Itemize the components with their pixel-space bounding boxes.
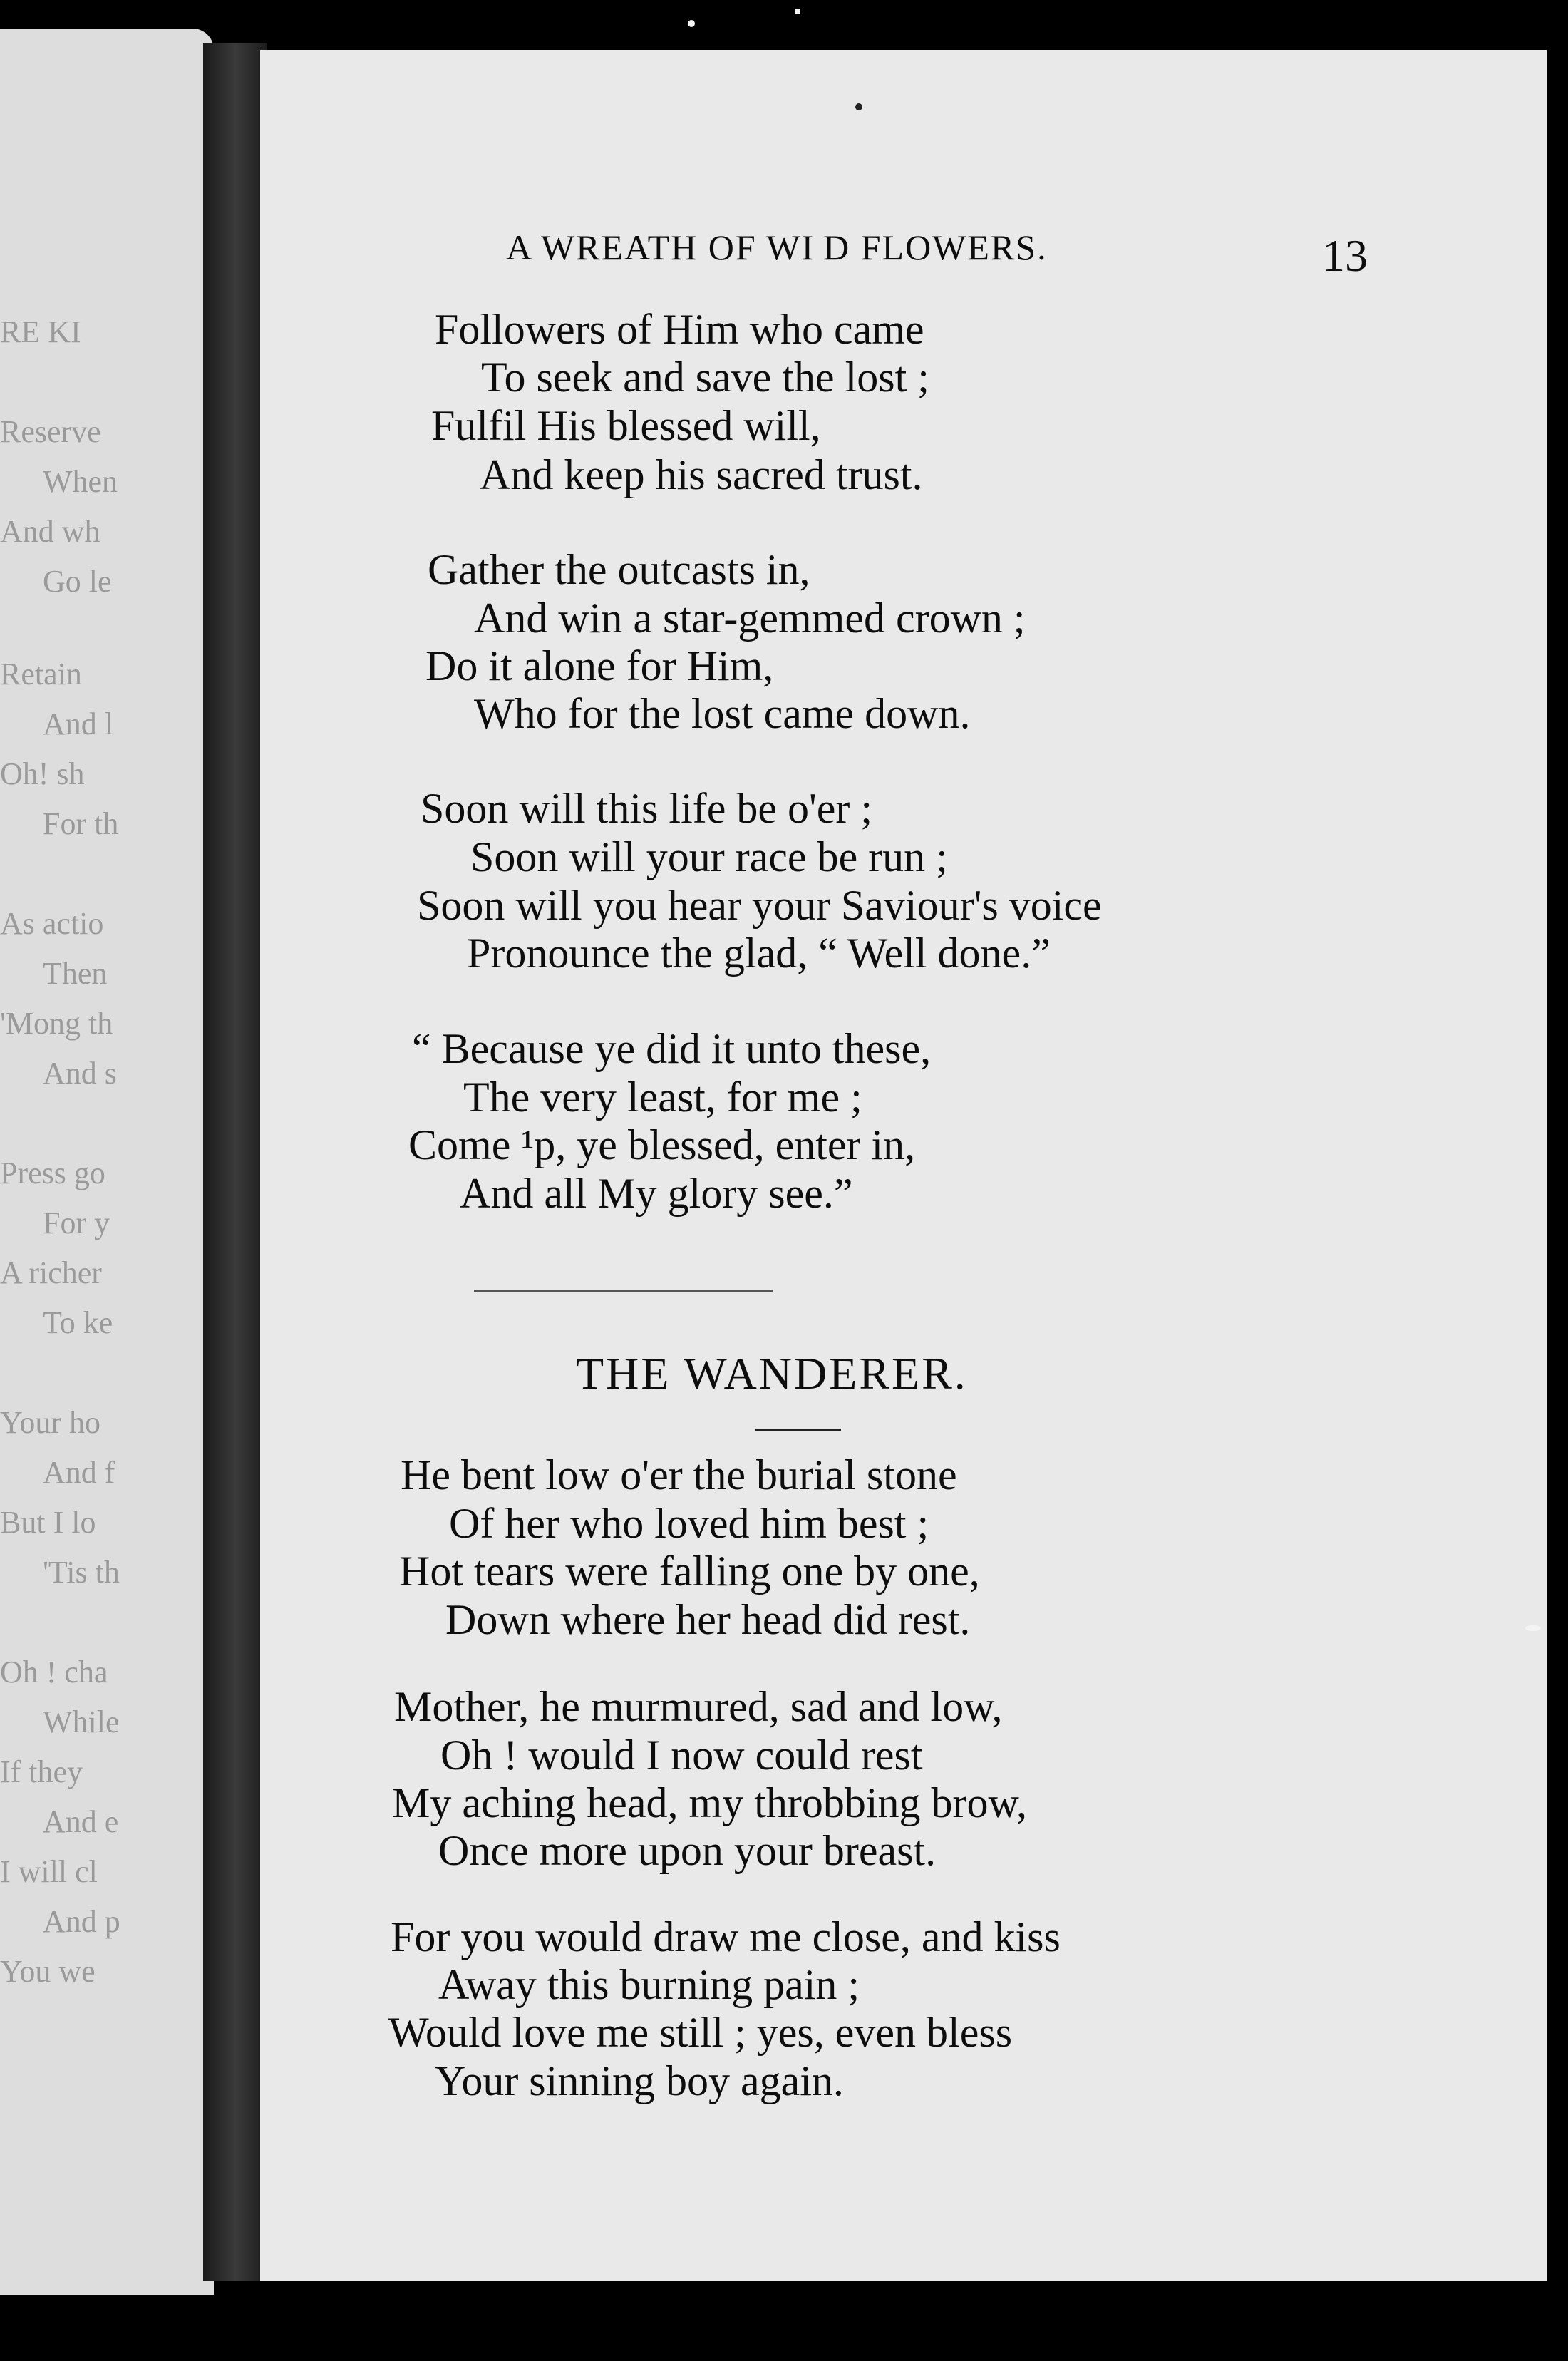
scan-speck bbox=[1525, 1625, 1541, 1631]
scan-speck bbox=[855, 103, 862, 110]
left-page-edge bbox=[0, 29, 214, 2295]
left-page-fragment: And s bbox=[43, 1056, 117, 1091]
verse-line: Your sinning boy again. bbox=[435, 2057, 844, 2104]
verse-line: Soon will your race be run ; bbox=[470, 833, 948, 880]
left-page-fragment: Reserve bbox=[0, 414, 101, 449]
verse-line: And all My glory see.” bbox=[460, 1170, 853, 1217]
left-page-fragment: When bbox=[43, 464, 118, 499]
verse-line: Do it alone for Him, bbox=[425, 642, 774, 689]
verse-line: Soon will you hear your Saviour's voice bbox=[417, 882, 1102, 929]
verse-line: Would love me still ; yes, even bless bbox=[388, 2009, 1013, 2056]
left-page-fragment: And e bbox=[43, 1804, 119, 1839]
verse-line: The very least, for me ; bbox=[463, 1074, 862, 1121]
verse-line: Gather the outcasts in, bbox=[428, 546, 810, 593]
left-page-fragment: A richer bbox=[0, 1255, 102, 1290]
verse-line: Of her who loved him best ; bbox=[449, 1500, 929, 1547]
verse-line: Mother, he murmured, sad and low, bbox=[394, 1683, 1003, 1730]
left-page-fragment: You we bbox=[0, 1954, 96, 1989]
left-page-fragment: While bbox=[43, 1704, 120, 1739]
scan-speck bbox=[795, 9, 800, 14]
verse-line: Once more upon your breast. bbox=[438, 1827, 937, 1874]
left-page-fragment: 'Mong th bbox=[0, 1006, 113, 1041]
scan-speck bbox=[688, 20, 695, 27]
left-page-fragment: RE KI bbox=[0, 314, 81, 349]
verse-line: My aching head, my throbbing brow, bbox=[392, 1779, 1027, 1826]
verse-line: And keep his sacred trust. bbox=[480, 451, 923, 498]
left-page-fragment: Retain bbox=[0, 657, 82, 691]
verse-line: Soon will this life be o'er ; bbox=[421, 785, 873, 832]
poem-title: THE WANDERER. bbox=[576, 1348, 968, 1399]
title-rule bbox=[755, 1429, 841, 1431]
left-page-fragment: And p bbox=[43, 1904, 120, 1939]
verse-line: And win a star-gemmed crown ; bbox=[474, 595, 1026, 642]
left-page-fragment: And wh bbox=[0, 514, 100, 549]
verse-line: Come ¹p, ye blessed, enter in, bbox=[408, 1121, 916, 1168]
verse-line: He bent low o'er the burial stone bbox=[401, 1451, 957, 1498]
left-page-fragment: As actio bbox=[0, 906, 104, 941]
page-number: 13 bbox=[1322, 230, 1368, 281]
verse-line: To seek and save the lost ; bbox=[481, 354, 929, 401]
left-page-fragment: Oh ! cha bbox=[0, 1655, 108, 1689]
running-header: A WREATH OF WI D FLOWERS. bbox=[506, 227, 1048, 267]
left-page-fragment: 'Tis th bbox=[43, 1555, 120, 1590]
verse-line: Down where her head did rest. bbox=[445, 1596, 971, 1643]
left-page-fragment: Oh! sh bbox=[0, 756, 85, 791]
left-page-fragment: For y bbox=[43, 1205, 110, 1240]
verse-line: Pronounce the glad, “ Well done.” bbox=[467, 930, 1051, 977]
verse-line: Who for the lost came down. bbox=[474, 690, 971, 737]
book-gutter-shadow bbox=[203, 43, 267, 2281]
left-page-fragment: Then bbox=[43, 956, 108, 991]
section-divider bbox=[474, 1290, 773, 1292]
verse-line: Fulfil His blessed will, bbox=[431, 402, 821, 449]
verse-line: Away this burning pain ; bbox=[438, 1961, 860, 2008]
left-page-fragment: If they bbox=[0, 1754, 83, 1789]
verse-line: Hot tears were falling one by one, bbox=[399, 1548, 980, 1595]
verse-line: For you would draw me close, and kiss bbox=[391, 1913, 1061, 1960]
verse-line: Oh ! would I now could rest bbox=[440, 1732, 923, 1779]
left-page-fragment: Press go bbox=[0, 1156, 105, 1190]
left-page-fragment: And l bbox=[43, 706, 113, 741]
left-page-fragment: I will cl bbox=[0, 1854, 98, 1889]
verse-line: “ Because ye did it unto these, bbox=[412, 1025, 932, 1072]
left-page-fragment: Your ho bbox=[0, 1405, 101, 1440]
left-page-fragment: But I lo bbox=[0, 1505, 96, 1540]
left-page-fragment: And f bbox=[43, 1455, 115, 1490]
left-page-fragment: For th bbox=[43, 806, 119, 841]
left-page-fragment: To ke bbox=[43, 1305, 113, 1340]
left-page-fragment: Go le bbox=[43, 564, 112, 599]
verse-line: Followers of Him who came bbox=[435, 306, 924, 353]
